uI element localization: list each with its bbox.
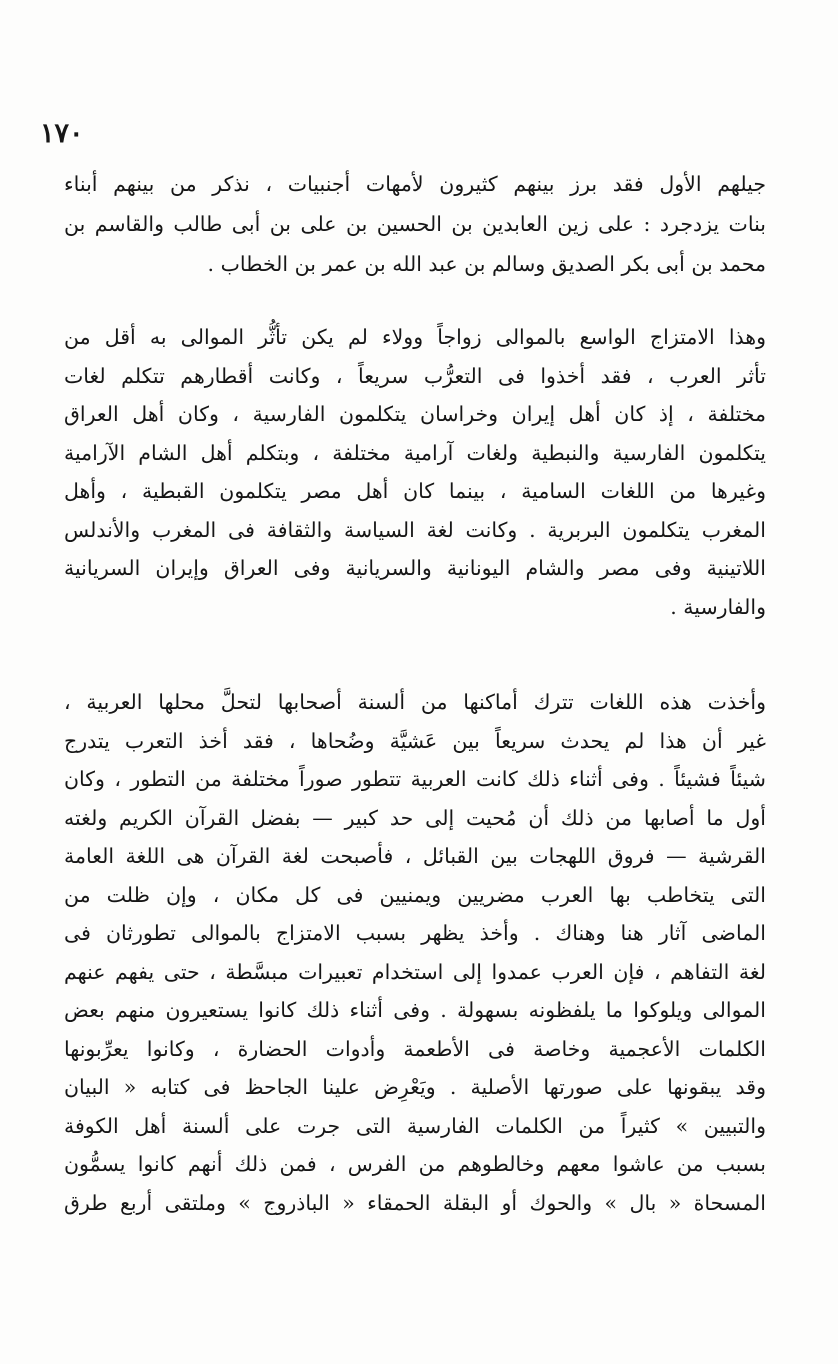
paragraph-1 bbox=[64, 164, 766, 284]
text-line: اللاتينية وفى مصر والشام اليونانية والسريانية وفى العراق وإيران السريانية bbox=[64, 556, 766, 580]
text-line: المسحاة « بال » والحوك أو البقلة الحمقاء « الباذروج » وملتقى أربع طرق bbox=[64, 1190, 766, 1215]
text-line: تأثر العرب ، فقد أخذوا فى التعرُّب سريعاً ، وكانت أقطارهم تتكلم لغات bbox=[64, 363, 766, 388]
text-line: بنات يزدجرد : على زين العابدين بن الحسين بن على بن أبى طالب والقاسم بن bbox=[64, 212, 766, 236]
text-line: والتبيين » كثيراً من الكلمات الفارسية التى جرت على ألسنة أهل الكوفة bbox=[64, 1113, 766, 1138]
text-line: القرشية — فروق اللهجات بين القبائل ، فأصبحت لغة القرآن هى اللغة العامة bbox=[64, 844, 766, 868]
text-line: محمد بن أبى بكر الصديق وسالم بن عبد الله بن عمر بن الخطاب . bbox=[207, 252, 766, 276]
text-line: الموالى ويلوكوا ما يلفظونه بسهولة . وفى أثناء ذلك كانوا يستعيرون منهم بعض bbox=[64, 998, 766, 1022]
page-number: ١٧٠ bbox=[40, 118, 84, 149]
text-line: وهذا الامتزاج الواسع بالموالى زواجاً وولاء لم يكن تأثُّر الموالى به أقل من bbox=[64, 325, 766, 349]
text-line: التى يتخاطب بها العرب مضريين ويمنيين فى كل مكان ، وإن ظلت من bbox=[64, 882, 766, 907]
text-line: الماضى آثار هنا وهناك . وأخذ يظهر بسبب الامتزاج بالموالى تطورثان فى bbox=[64, 921, 766, 945]
paragraph-2 bbox=[64, 318, 766, 626]
text-line: جيلهم الأول فقد برز بينهم كثيرون لأمهات أجنبيات ، نذكر من بينهم أبناء bbox=[64, 172, 766, 196]
text-line: يتكلمون الفارسية والنبطية ولغات آرامية مختلفة ، وبتكلم أهل الشام الآرامية bbox=[64, 440, 766, 465]
text-line: والفارسية . bbox=[670, 594, 766, 619]
text-line: وأخذت هذه اللغات تترك أماكنها من ألسنة أصحابها لتحلَّ محلها العربية ، bbox=[64, 690, 766, 714]
text-line: مختلفة ، إذ كان أهل إيران وخراسان يتكلمون الفارسية ، وكان أهل العراق bbox=[64, 402, 766, 426]
text-line: شيئاً فشيئاً . وفى أثناء ذلك كانت العربية تتطور صوراً مختلفة من التطور ، وكان bbox=[64, 767, 766, 791]
text-line: الكلمات الأعجمية وخاصة فى الأطعمة وأدوات الحضارة ، وكانوا يعرِّبونها bbox=[64, 1036, 766, 1061]
text-line: وقد يبقونها على صورتها الأصلية . ويَعْرِض علينا الجاحظ فى كتابه « البيان bbox=[64, 1075, 766, 1099]
paragraph-3 bbox=[64, 683, 766, 1222]
text-line: المغرب يتكلمون البربرية . وكانت لغة السياسة والثقافة فى المغرب والأندلس bbox=[64, 517, 766, 542]
text-line: غير أن هذا لم يحدث سريعاً بين عَشيَّة وضُحاها ، فقد أخذ التعرب يتدرج bbox=[64, 728, 766, 753]
text-line: بسبب من عاشوا معهم وخالطوهم من الفرس ، فمن ذلك أنهم كانوا يسمُّون bbox=[64, 1152, 766, 1176]
text-line: لغة التفاهم ، فإن العرب عمدوا إلى استخدام تعبيرات مبسَّطة ، حتى يفهم عنهم bbox=[64, 959, 766, 984]
text-line: أول ما أصابها من ذلك أن مُحيت إلى حد كبير — بفضل القرآن الكريم ولغته bbox=[64, 805, 766, 830]
text-line: وغيرها من اللغات السامية ، بينما كان أهل مصر يتكلمون القبطية ، وأهل bbox=[64, 479, 766, 503]
